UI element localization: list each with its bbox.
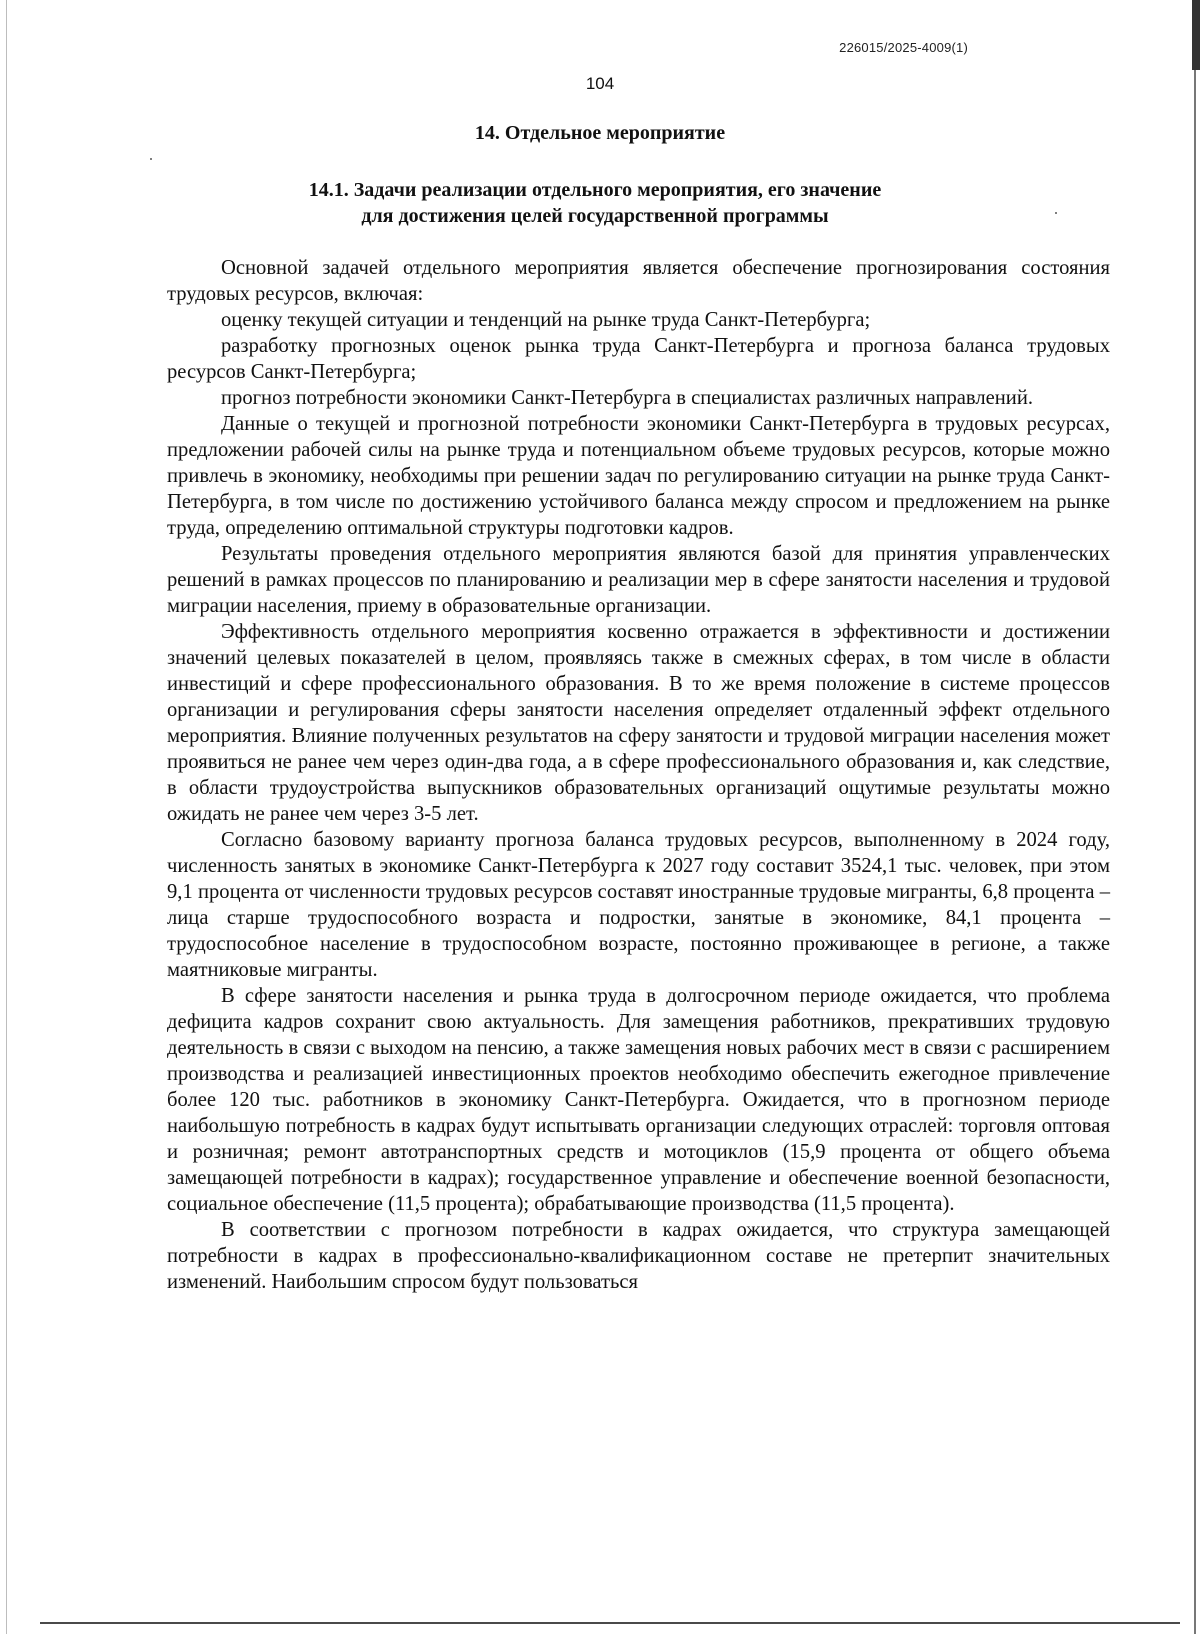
document-registration-number: 226015/2025-4009(1): [839, 40, 968, 55]
subsection-title-line-1: 14.1. Задачи реализации отдельного мероприятия, его значение: [308, 179, 882, 201]
paragraph: Основной задачей отдельного мероприятия является обеспечение прогнозирования состояния трудовых ресурсов, включая:: [167, 257, 1110, 305]
paragraph: В сфере занятости населения и рынка труда в долгосрочном периоде ожидается, что проблема дефицита кадров сохранит свою актуальность. Для замещения работников, прекративших трудовую деятельность в связи с выходом на пенсию, а также замещения новых рабочих мест в связи с расширением производства и реализацией инвестиционных проектов необходимо обеспечить ежегодное привлечение более 120 тыс. работников в экономику Санкт-Петербурга. Ожидается, что в прогнозном периоде наибольшую потребность в кадрах будут испытывать организации следующих отраслей: торговля оптовая и розничная; ремонт автотранспортных средств и мотоциклов (15,9 процента от общего объема замещающей потребности в кадрах); государственное управление и обеспечение военной безопасности, социальное обеспечение (11,5 процента); обрабатывающие производства (11,5 процента).: [167, 985, 1110, 1215]
paragraph: В соответствии с прогнозом потребности в кадрах ожидается, что структура замещающей потребности в кадрах в профессионально-квалификационном составе не претерпит значительных изменений. Наибольшим спросом будут пользоваться: [167, 1219, 1110, 1293]
page-number: 104: [585, 74, 615, 93]
scan-edge-bottom: [40, 1622, 1180, 1624]
section-title: 14. Отдельное мероприятие: [474, 122, 726, 144]
paragraph: разработку прогнозных оценок рынка труда Санкт-Петербурга и прогноза баланса трудовых ресурсов Санкт-Петербурга;: [167, 335, 1110, 383]
subsection-title: [200, 177, 990, 229]
scan-corner-mark: [1192, 0, 1200, 70]
body-text: [167, 255, 1110, 1295]
scan-edge-right: [1194, 0, 1196, 1634]
scan-edge-left: [6, 0, 7, 1634]
subsection-title-line-2: для достижения целей государственной программы: [361, 205, 829, 227]
paragraph: Данные о текущей и прогнозной потребности экономики Санкт-Петербурга в трудовых ресурсах, предложении рабочей силы на рынке труда и потенциальном объеме трудовых ресурсов, которые можно привлечь в экономику, необходимы при решении задач по регулированию ситуации на рынке труда Санкт-Петербурга, в том числе по достижению устойчивого баланса между спросом и предложением на рынке труда, определению оптимальной структуры подготовки кадров.: [167, 413, 1110, 539]
paragraph: прогноз потребности экономики Санкт-Петербурга в специалистах различных направлений.: [221, 387, 1033, 409]
scan-dust: [1055, 212, 1057, 214]
paragraph: Эффективность отдельного мероприятия косвенно отражается в эффективности и достижении значений целевых показателей в целом, проявляясь также в смежных сферах, в том числе в области инвестиций и сфере профессионального образования. В то же время положение в системе процессов организации и регулирования сферы занятости населения определяет отдаленный эффект отдельного мероприятия. Влияние полученных результатов на сферу занятости и трудовой миграции населения может проявиться не ранее чем через один-два года, а в сфере профессионального образования и, как следствие, в области трудоустройства выпускников образовательных организаций ощутимые результаты можно ожидать не ранее чем через 3-5 лет.: [167, 621, 1110, 825]
scan-dust: [150, 158, 152, 160]
paragraph: Согласно базовому варианту прогноза баланса трудовых ресурсов, выполненному в 2024 году, численность занятых в экономике Санкт-Петербурга к 2027 году составит 3524,1 тыс. человек, при этом 9,1 процента от численности трудовых ресурсов составят иностранные трудовые мигранты, 6,8 процента – лица старше трудоспособного возраста и подростки, занятые в экономике, 84,1 процента – трудоспособное население в трудоспособном возрасте, постоянно проживающее в регионе, а также маятниковые мигранты.: [167, 829, 1110, 981]
paragraph: Результаты проведения отдельного мероприятия являются базой для принятия управленческих решений в рамках процессов по планированию и реализации мер в сфере занятости населения и трудовой миграции населения, приему в образовательные организации.: [167, 543, 1110, 617]
paragraph: оценку текущей ситуации и тенденций на рынке труда Санкт-Петербурга;: [221, 309, 871, 331]
